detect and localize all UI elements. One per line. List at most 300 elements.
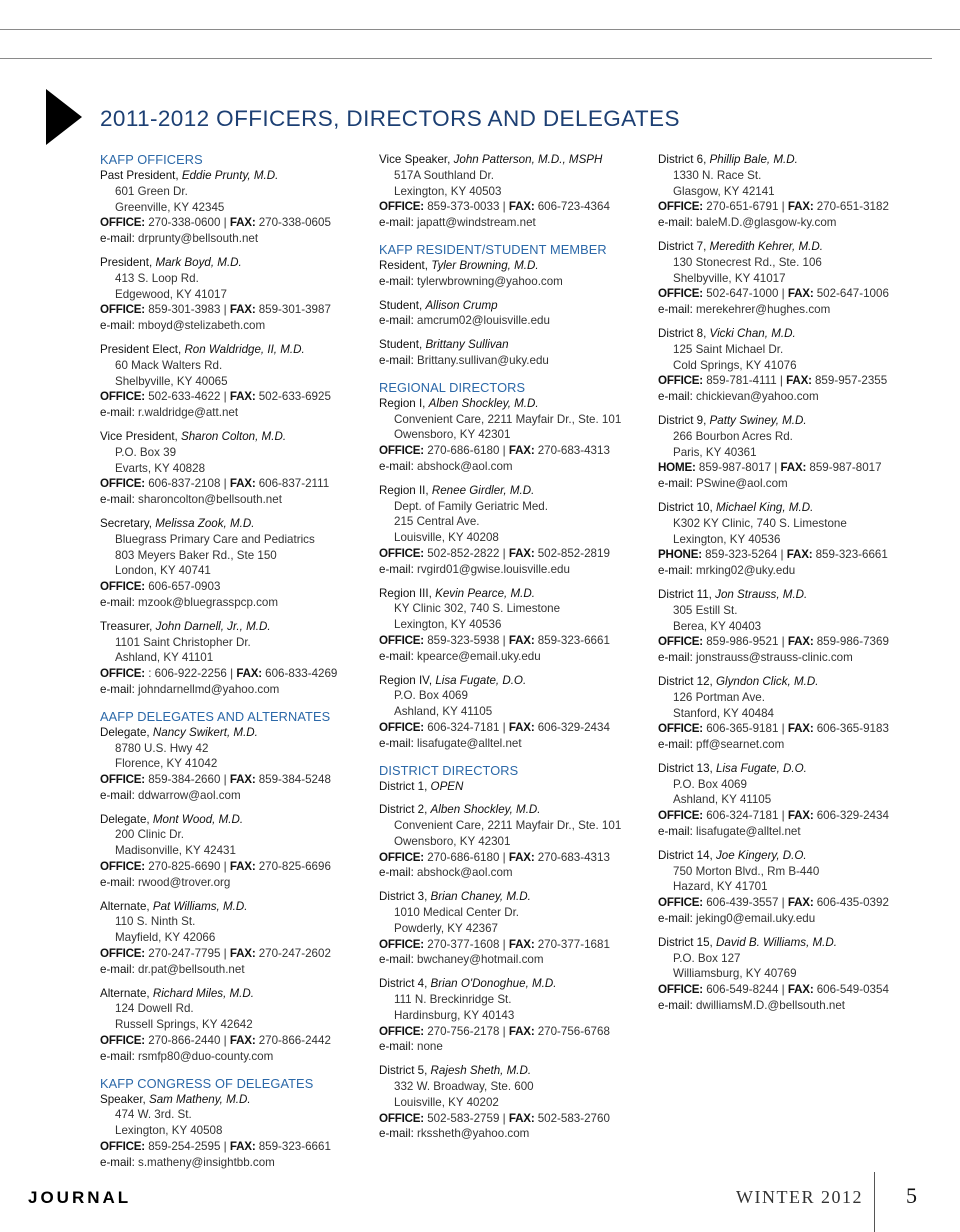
- email-line: [658, 998, 920, 1014]
- directory-entry: [100, 812, 365, 891]
- email-address[interactable]: rkssheth@yahoo.com: [413, 1127, 530, 1141]
- phone-label: OFFICE:: [379, 546, 424, 560]
- entry-role: District 14,: [658, 848, 713, 862]
- email-address[interactable]: lisafugate@alltel.net: [692, 825, 801, 839]
- entry-title: [658, 848, 920, 864]
- phone-number: 270-377-1681: [534, 937, 610, 951]
- phone-line: OFFICE: 270-866-2440 | FAX: 270-866-2442: [100, 1034, 331, 1048]
- entry-name: Phillip Bale, M.D.: [709, 153, 798, 166]
- email-address[interactable]: japatt@windstream.net: [413, 216, 536, 230]
- email-address[interactable]: lisafugate@alltel.net: [413, 736, 522, 750]
- address-line: Edgewood, KY 41017: [115, 287, 227, 301]
- email-address[interactable]: jonstrauss@strauss-clinic.com: [692, 651, 853, 665]
- directory-entry: [379, 258, 641, 290]
- address-line: Louisville, KY 40208: [394, 531, 499, 545]
- entry-name: Renee Girdler, M.D.: [431, 483, 535, 497]
- email-address[interactable]: Brittany.sullivan@uky.edu: [413, 353, 549, 367]
- phone-number: 606-435-0392: [813, 896, 889, 910]
- phone-label: OFFICE:: [379, 633, 424, 647]
- directory-entry: [379, 673, 641, 752]
- entry-title: [100, 986, 365, 1002]
- email-line: [379, 1039, 641, 1055]
- email-address[interactable]: ddwarrow@aol.com: [134, 788, 241, 802]
- address-line: Cold Springs, KY 41076: [673, 358, 797, 372]
- entry-role: Vice Speaker,: [379, 153, 451, 166]
- directory-entry: [379, 802, 641, 881]
- section-heading: KAFP OFFICERS: [100, 152, 203, 167]
- phone-number: 270-866-2442: [255, 1034, 331, 1048]
- phone-label: FAX:: [508, 444, 535, 458]
- phone-label: FAX:: [508, 1111, 535, 1125]
- email-label: e-mail:: [100, 406, 135, 420]
- phone-label: OFFICE:: [379, 937, 424, 951]
- entry-role: Region III,: [379, 586, 432, 600]
- phone-label: FAX:: [508, 633, 535, 647]
- email-label: e-mail:: [379, 216, 414, 230]
- phone-label: OFFICE:: [658, 287, 703, 301]
- phone-number: 859-301-3983: [144, 303, 221, 317]
- phone-label: OFFICE:: [658, 374, 703, 388]
- address-line: Powderly, KY 42367: [394, 921, 498, 935]
- address-line: Hazard, KY 41701: [673, 880, 768, 894]
- address-line: Lexington, KY 40503: [394, 184, 502, 198]
- email-line: [658, 737, 920, 753]
- phone-line: OFFICE: 270-686-6180 | FAX: 270-683-4313: [379, 850, 610, 864]
- email-line: [100, 595, 365, 611]
- email-line: [379, 736, 641, 752]
- phone-label: FAX:: [229, 303, 256, 317]
- address-line: 60 Mack Walters Rd.: [115, 358, 223, 372]
- email-line: [100, 318, 365, 334]
- phone-line: OFFICE: 859-986-9521 | FAX: 859-986-7369: [658, 635, 889, 649]
- address-line: Hardinsburg, KY 40143: [394, 1008, 515, 1022]
- directory-entry: [658, 413, 920, 492]
- journal-name: JOURNAL: [28, 1188, 132, 1207]
- entry-name: Brian O'Donoghue, M.D.: [430, 977, 557, 991]
- email-address[interactable]: merekehrer@hughes.com: [692, 303, 831, 317]
- phone-line: OFFICE: 270-247-7795 | FAX: 270-247-2602: [100, 947, 331, 961]
- entry-role: Vice President,: [100, 429, 178, 443]
- phone-line: HOME: 859-987-8017 | FAX: 859-987-8017: [658, 461, 882, 475]
- entry-name: John Darnell, Jr., M.D.: [155, 619, 271, 633]
- phone-number: 859-373-0033: [423, 200, 500, 214]
- entry-title: [379, 298, 641, 314]
- directory-entry: [100, 725, 365, 804]
- address-line: 1010 Medical Center Dr.: [394, 906, 520, 920]
- email-label: e-mail:: [100, 788, 135, 802]
- entry-title: [658, 935, 920, 951]
- phone-label: OFFICE:: [658, 200, 703, 214]
- entry-title: [379, 673, 641, 689]
- entry-name: OPEN: [430, 779, 464, 793]
- phone-line: OFFICE: 270-686-6180 | FAX: 270-683-4313: [379, 444, 610, 458]
- phone-line: OFFICE: 502-583-2759 | FAX: 502-583-2760: [379, 1111, 610, 1125]
- email-line: [379, 215, 641, 231]
- email-label: e-mail:: [100, 232, 135, 246]
- entry-role: District 7,: [658, 239, 707, 253]
- phone-label: FAX:: [229, 390, 256, 404]
- phone-label: FAX:: [786, 548, 813, 562]
- address-line: Dept. of Family Geriatric Med.: [394, 499, 548, 513]
- email-label: e-mail:: [379, 459, 414, 473]
- address-line: 130 Stonecrest Rd., Ste. 106: [673, 255, 822, 269]
- email-label: e-mail:: [658, 825, 693, 839]
- section-arrow-icon: [46, 89, 82, 145]
- entry-title: [379, 1063, 641, 1079]
- email-address[interactable]: baleM.D.@glasgow-ky.com: [692, 216, 837, 230]
- page-number: 5: [906, 1183, 917, 1208]
- entry-title: [658, 500, 920, 516]
- address-line: London, KY 40741: [115, 564, 211, 578]
- directory-entry: [658, 935, 920, 1014]
- entry-role: District 10,: [658, 500, 713, 514]
- address-line: P.O. Box 4069: [673, 777, 747, 791]
- section-heading: KAFP RESIDENT/STUDENT MEMBER: [379, 241, 607, 257]
- email-line: [379, 562, 641, 578]
- entry-name: John Patterson, M.D., MSPH: [453, 153, 603, 166]
- entry-title: [379, 152, 641, 168]
- phone-line: OFFICE: 859-781-4111 | FAX: 859-957-2355: [658, 374, 888, 388]
- directory-entry: [658, 239, 920, 318]
- entry-name: Brian Chaney, M.D.: [430, 890, 531, 904]
- email-address[interactable]: drprunty@bellsouth.net: [134, 232, 259, 246]
- address-line: Ashland, KY 41105: [673, 793, 772, 807]
- entry-role: District 13,: [658, 761, 713, 775]
- second-rule: [0, 58, 932, 59]
- email-line: [658, 563, 920, 579]
- entry-name: Sam Matheny, M.D.: [149, 1092, 251, 1106]
- directory-entry: [379, 396, 641, 475]
- entry-name: Glyndon Click, M.D.: [716, 674, 819, 688]
- email-line: [658, 650, 920, 666]
- entry-name: Eddie Prunty, M.D.: [181, 169, 279, 182]
- email-label: e-mail:: [658, 390, 693, 404]
- section-heading: AAFP DELEGATES AND ALTERNATES: [100, 708, 331, 724]
- directory-entry: [379, 1063, 641, 1142]
- email-address[interactable]: s.matheny@insightbb.com: [134, 1155, 275, 1169]
- entry-role: Student,: [379, 298, 423, 312]
- entry-role: Secretary,: [100, 516, 152, 530]
- phone-line: OFFICE: 606-837-2108 | FAX: 606-837-2111: [100, 477, 330, 491]
- phone-number: 859-957-2355: [811, 374, 888, 388]
- address-line: Paris, KY 40361: [673, 445, 757, 459]
- phone-number: 270-247-2602: [255, 947, 331, 961]
- address-line: Owensboro, KY 42301: [394, 428, 511, 442]
- directory-entry: [379, 889, 641, 968]
- entry-role: District 6,: [658, 153, 707, 166]
- address-line: 215 Central Ave.: [394, 515, 480, 529]
- phone-number: 270-651-6791: [702, 200, 779, 214]
- address-line: P.O. Box 4069: [394, 689, 468, 703]
- phone-line: OFFICE: 859-301-3983 | FAX: 859-301-3987: [100, 303, 331, 317]
- phone-label: OFFICE:: [379, 1111, 424, 1125]
- phone-number: 859-781-4111: [702, 374, 777, 388]
- entry-title: [100, 899, 365, 915]
- entry-title: [100, 812, 365, 828]
- phone-label: FAX:: [508, 546, 535, 560]
- directory-entry: [100, 986, 365, 1065]
- entry-role: Treasurer,: [100, 619, 153, 633]
- phone-label: OFFICE:: [379, 200, 424, 214]
- address-line: Lexington, KY 40536: [394, 618, 502, 632]
- email-address[interactable]: none: [413, 1040, 443, 1054]
- phone-line: OFFICE: 270-338-0600 | FAX: 270-338-0605: [100, 216, 331, 230]
- phone-number: 270-683-4313: [534, 444, 610, 458]
- entry-title: [379, 586, 641, 602]
- phone-label: FAX:: [787, 635, 814, 649]
- email-address[interactable]: rvgird01@gwise.louisville.edu: [413, 562, 570, 576]
- address-line: 601 Green Dr.: [115, 184, 188, 198]
- email-address[interactable]: jeking0@email.uky.edu: [692, 912, 816, 926]
- phone-number: 859-986-7369: [813, 635, 889, 649]
- phone-number: 859-323-6661: [812, 548, 888, 562]
- phone-label: OFFICE:: [100, 667, 145, 681]
- entry-name: Joe Kingery, D.O.: [716, 848, 807, 862]
- column-1: [100, 152, 365, 1179]
- entry-name: Lisa Fugate, D.O.: [435, 673, 527, 687]
- phone-label: FAX:: [229, 860, 256, 874]
- email-label: e-mail:: [379, 274, 414, 288]
- phone-number: 502-647-1000: [702, 287, 779, 301]
- entry-role: District 5,: [379, 1064, 428, 1078]
- entry-title: [100, 168, 365, 184]
- phone-label: FAX:: [786, 374, 812, 388]
- entry-name: Kevin Pearce, M.D.: [435, 586, 535, 600]
- address-line: 413 S. Loop Rd.: [115, 271, 199, 285]
- entry-title: [658, 326, 920, 342]
- phone-label: OFFICE:: [100, 860, 145, 874]
- phone-number: 606-329-2434: [534, 720, 610, 734]
- email-label: e-mail:: [379, 866, 414, 880]
- email-line: [379, 1126, 641, 1142]
- entry-title: [379, 802, 641, 818]
- address-line: 305 Estill St.: [673, 603, 738, 617]
- address-line: Williamsburg, KY 40769: [673, 967, 797, 981]
- address-line: 126 Portman Ave.: [673, 690, 765, 704]
- phone-number: 270-683-4313: [534, 850, 610, 864]
- entry-role: District 8,: [658, 326, 707, 340]
- email-address[interactable]: johndarnellmd@yahoo.com: [134, 682, 280, 696]
- email-address[interactable]: rwood@trover.org: [134, 875, 231, 889]
- phone-label: FAX:: [229, 1034, 256, 1048]
- phone-label: OFFICE:: [379, 444, 424, 458]
- entry-name: Mont Wood, M.D.: [152, 812, 244, 826]
- email-address[interactable]: r.waldridge@att.net: [134, 406, 239, 420]
- phone-number: 606-837-2108: [144, 477, 221, 491]
- entry-role: Region II,: [379, 483, 429, 497]
- entry-title: [379, 976, 641, 992]
- email-address[interactable]: mrking02@uky.edu: [692, 564, 796, 578]
- phone-label: OFFICE:: [658, 983, 703, 997]
- phone-label: FAX:: [508, 850, 535, 864]
- email-address[interactable]: kpearce@email.uky.edu: [413, 649, 541, 663]
- phone-label: FAX:: [787, 809, 814, 823]
- phone-label: FAX:: [229, 947, 256, 961]
- phone-label: FAX:: [508, 200, 535, 214]
- phone-number: 859-301-3987: [255, 303, 331, 317]
- entry-title: [100, 619, 365, 635]
- phone-label: FAX:: [236, 667, 262, 681]
- email-address[interactable]: mzook@bluegrasspcp.com: [134, 595, 279, 609]
- address-line: Shelbyville, KY 41017: [673, 271, 786, 285]
- email-address[interactable]: pff@searnet.com: [692, 738, 785, 752]
- phone-label: FAX:: [508, 937, 535, 951]
- column-2: [379, 152, 641, 1150]
- email-line: [100, 682, 365, 698]
- entry-title: [100, 516, 365, 532]
- email-label: e-mail:: [379, 649, 414, 663]
- email-address[interactable]: dwilliamsM.D.@bellsouth.net: [692, 999, 846, 1013]
- directory-entry: [379, 976, 641, 1055]
- address-line: KY Clinic 302, 740 S. Limestone: [394, 602, 561, 616]
- phone-number: 606-324-7181: [702, 809, 779, 823]
- email-line: [379, 952, 641, 968]
- email-label: e-mail:: [658, 912, 693, 926]
- entry-role: Resident,: [379, 258, 428, 272]
- email-address[interactable]: amcrum02@louisville.edu: [413, 314, 550, 328]
- entry-title: [379, 337, 641, 353]
- phone-number: 502-852-2819: [534, 546, 610, 560]
- phone-label: FAX:: [229, 773, 256, 787]
- phone-number: 859-323-6661: [255, 1140, 331, 1154]
- email-label: e-mail:: [658, 999, 693, 1013]
- phone-line: OFFICE: : 606-922-2256 | FAX: 606-833-4269: [100, 667, 338, 681]
- entry-name: Brittany Sullivan: [425, 338, 509, 352]
- phone-number: 502-633-6925: [255, 390, 331, 404]
- email-label: e-mail:: [100, 595, 135, 609]
- directory-entry: [379, 483, 641, 578]
- email-address[interactable]: mboyd@stelizabeth.com: [134, 319, 266, 333]
- directory-entry: [379, 586, 641, 665]
- phone-number: 502-633-4622: [144, 390, 221, 404]
- email-address[interactable]: sharoncolton@bellsouth.net: [134, 493, 282, 507]
- phone-line: OFFICE: 606-439-3557 | FAX: 606-435-0392: [658, 896, 889, 910]
- address-line: 266 Bourbon Acres Rd.: [673, 429, 793, 443]
- phone-label: FAX:: [787, 896, 814, 910]
- phone-label: OFFICE:: [100, 390, 145, 404]
- phone-label: FAX:: [229, 216, 256, 230]
- email-label: e-mail:: [379, 562, 414, 576]
- phone-label: OFFICE:: [100, 947, 145, 961]
- entry-title: [379, 258, 641, 274]
- phone-label: FAX:: [787, 200, 814, 214]
- phone-label: PHONE:: [658, 548, 702, 562]
- email-label: e-mail:: [658, 738, 693, 752]
- directory-entry: [658, 326, 920, 405]
- email-address[interactable]: tylerwbrowning@yahoo.com: [413, 274, 563, 288]
- entry-name: Alben Shockley, M.D.: [428, 396, 539, 410]
- phone-number: 606-723-4364: [534, 200, 610, 214]
- email-line: [100, 492, 365, 508]
- address-line: 750 Morton Blvd., Rm B-440: [673, 864, 820, 878]
- email-address[interactable]: abshock@aol.com: [413, 866, 513, 880]
- address-line: Convenient Care, 2211 Mayfair Dr., Ste. 101: [394, 819, 622, 833]
- address-line: Lexington, KY 40536: [673, 532, 781, 546]
- phone-label: FAX:: [229, 477, 256, 491]
- email-address[interactable]: bwchaney@hotmail.com: [413, 953, 544, 967]
- email-line: [658, 476, 920, 492]
- email-label: e-mail:: [379, 353, 414, 367]
- phone-label: FAX:: [508, 1024, 535, 1038]
- email-line: [100, 231, 365, 247]
- email-line: [100, 875, 365, 891]
- entry-role: District 2,: [379, 803, 428, 817]
- email-line: [379, 274, 641, 290]
- entry-title: [379, 396, 641, 412]
- entry-name: Tyler Browning, M.D.: [431, 258, 539, 272]
- address-line: 125 Saint Michael Dr.: [673, 342, 784, 356]
- phone-label: FAX:: [508, 720, 535, 734]
- address-line: Louisville, KY 40202: [394, 1095, 499, 1109]
- address-line: Berea, KY 40403: [673, 619, 762, 633]
- address-line: 110 S. Ninth St.: [115, 915, 196, 929]
- entry-title: [379, 483, 641, 499]
- entry-role: Student,: [379, 338, 423, 352]
- entry-role: District 4,: [379, 977, 428, 991]
- entry-name: Pat Williams, M.D.: [152, 899, 248, 913]
- phone-number: 606-837-2111: [255, 477, 330, 491]
- phone-number: 859-323-5938: [423, 633, 500, 647]
- phone-number: 270-825-6690: [144, 860, 221, 874]
- directory-entry: [100, 516, 365, 611]
- column-3: [658, 152, 920, 1022]
- email-label: e-mail:: [100, 1049, 135, 1063]
- email-label: e-mail:: [100, 493, 135, 507]
- email-line: [100, 962, 365, 978]
- address-line: Madisonville, KY 42431: [115, 844, 236, 858]
- phone-label: HOME:: [658, 461, 696, 475]
- entry-name: Lisa Fugate, D.O.: [716, 761, 807, 775]
- entry-title: [658, 761, 920, 777]
- phone-number: 606-657-0903: [144, 580, 221, 594]
- directory-entry: [100, 342, 365, 421]
- entry-title: [658, 674, 920, 690]
- phone-label: OFFICE:: [658, 896, 703, 910]
- entry-name: Mark Boyd, M.D.: [155, 255, 242, 269]
- phone-label: OFFICE:: [100, 216, 145, 230]
- phone-line: OFFICE: 270-825-6690 | FAX: 270-825-6696: [100, 860, 331, 874]
- phone-label: OFFICE:: [100, 773, 145, 787]
- section-heading: DISTRICT DIRECTORS: [379, 762, 519, 778]
- phone-number: 270-756-2178: [423, 1024, 500, 1038]
- phone-number: 502-583-2760: [534, 1111, 610, 1125]
- email-address[interactable]: abshock@aol.com: [413, 459, 513, 473]
- phone-line: OFFICE: 606-324-7181 | FAX: 606-329-2434: [379, 720, 610, 734]
- phone-number: 606-439-3557: [702, 896, 779, 910]
- address-line: 332 W. Broadway, Ste. 600: [394, 1080, 534, 1094]
- email-address[interactable]: dr.pat@bellsouth.net: [134, 962, 245, 976]
- entry-title: [100, 429, 365, 445]
- directory-entry: [379, 152, 641, 231]
- email-address[interactable]: rsmfp80@duo-county.com: [134, 1049, 274, 1063]
- email-address[interactable]: PSwine@aol.com: [692, 477, 788, 491]
- entry-title: [658, 152, 920, 168]
- entry-name: Vicki Chan, M.D.: [709, 326, 796, 340]
- entry-role: District 1,: [379, 779, 428, 793]
- section-heading: REGIONAL DIRECTORS: [379, 379, 526, 395]
- address-line: 803 Meyers Baker Rd., Ste 150: [115, 548, 277, 562]
- phone-number: 859-384-2660: [144, 773, 221, 787]
- phone-number: 859-986-9521: [702, 635, 779, 649]
- email-address[interactable]: chickievan@yahoo.com: [692, 390, 819, 404]
- entry-role: Region IV,: [379, 673, 433, 687]
- address-line: 8780 U.S. Hwy 42: [115, 741, 209, 755]
- phone-label: OFFICE:: [100, 477, 145, 491]
- top-rule: [0, 29, 960, 30]
- entry-title: [100, 342, 365, 358]
- address-line: Ashland, KY 41105: [394, 705, 493, 719]
- phone-number: 859-987-8017: [695, 461, 772, 475]
